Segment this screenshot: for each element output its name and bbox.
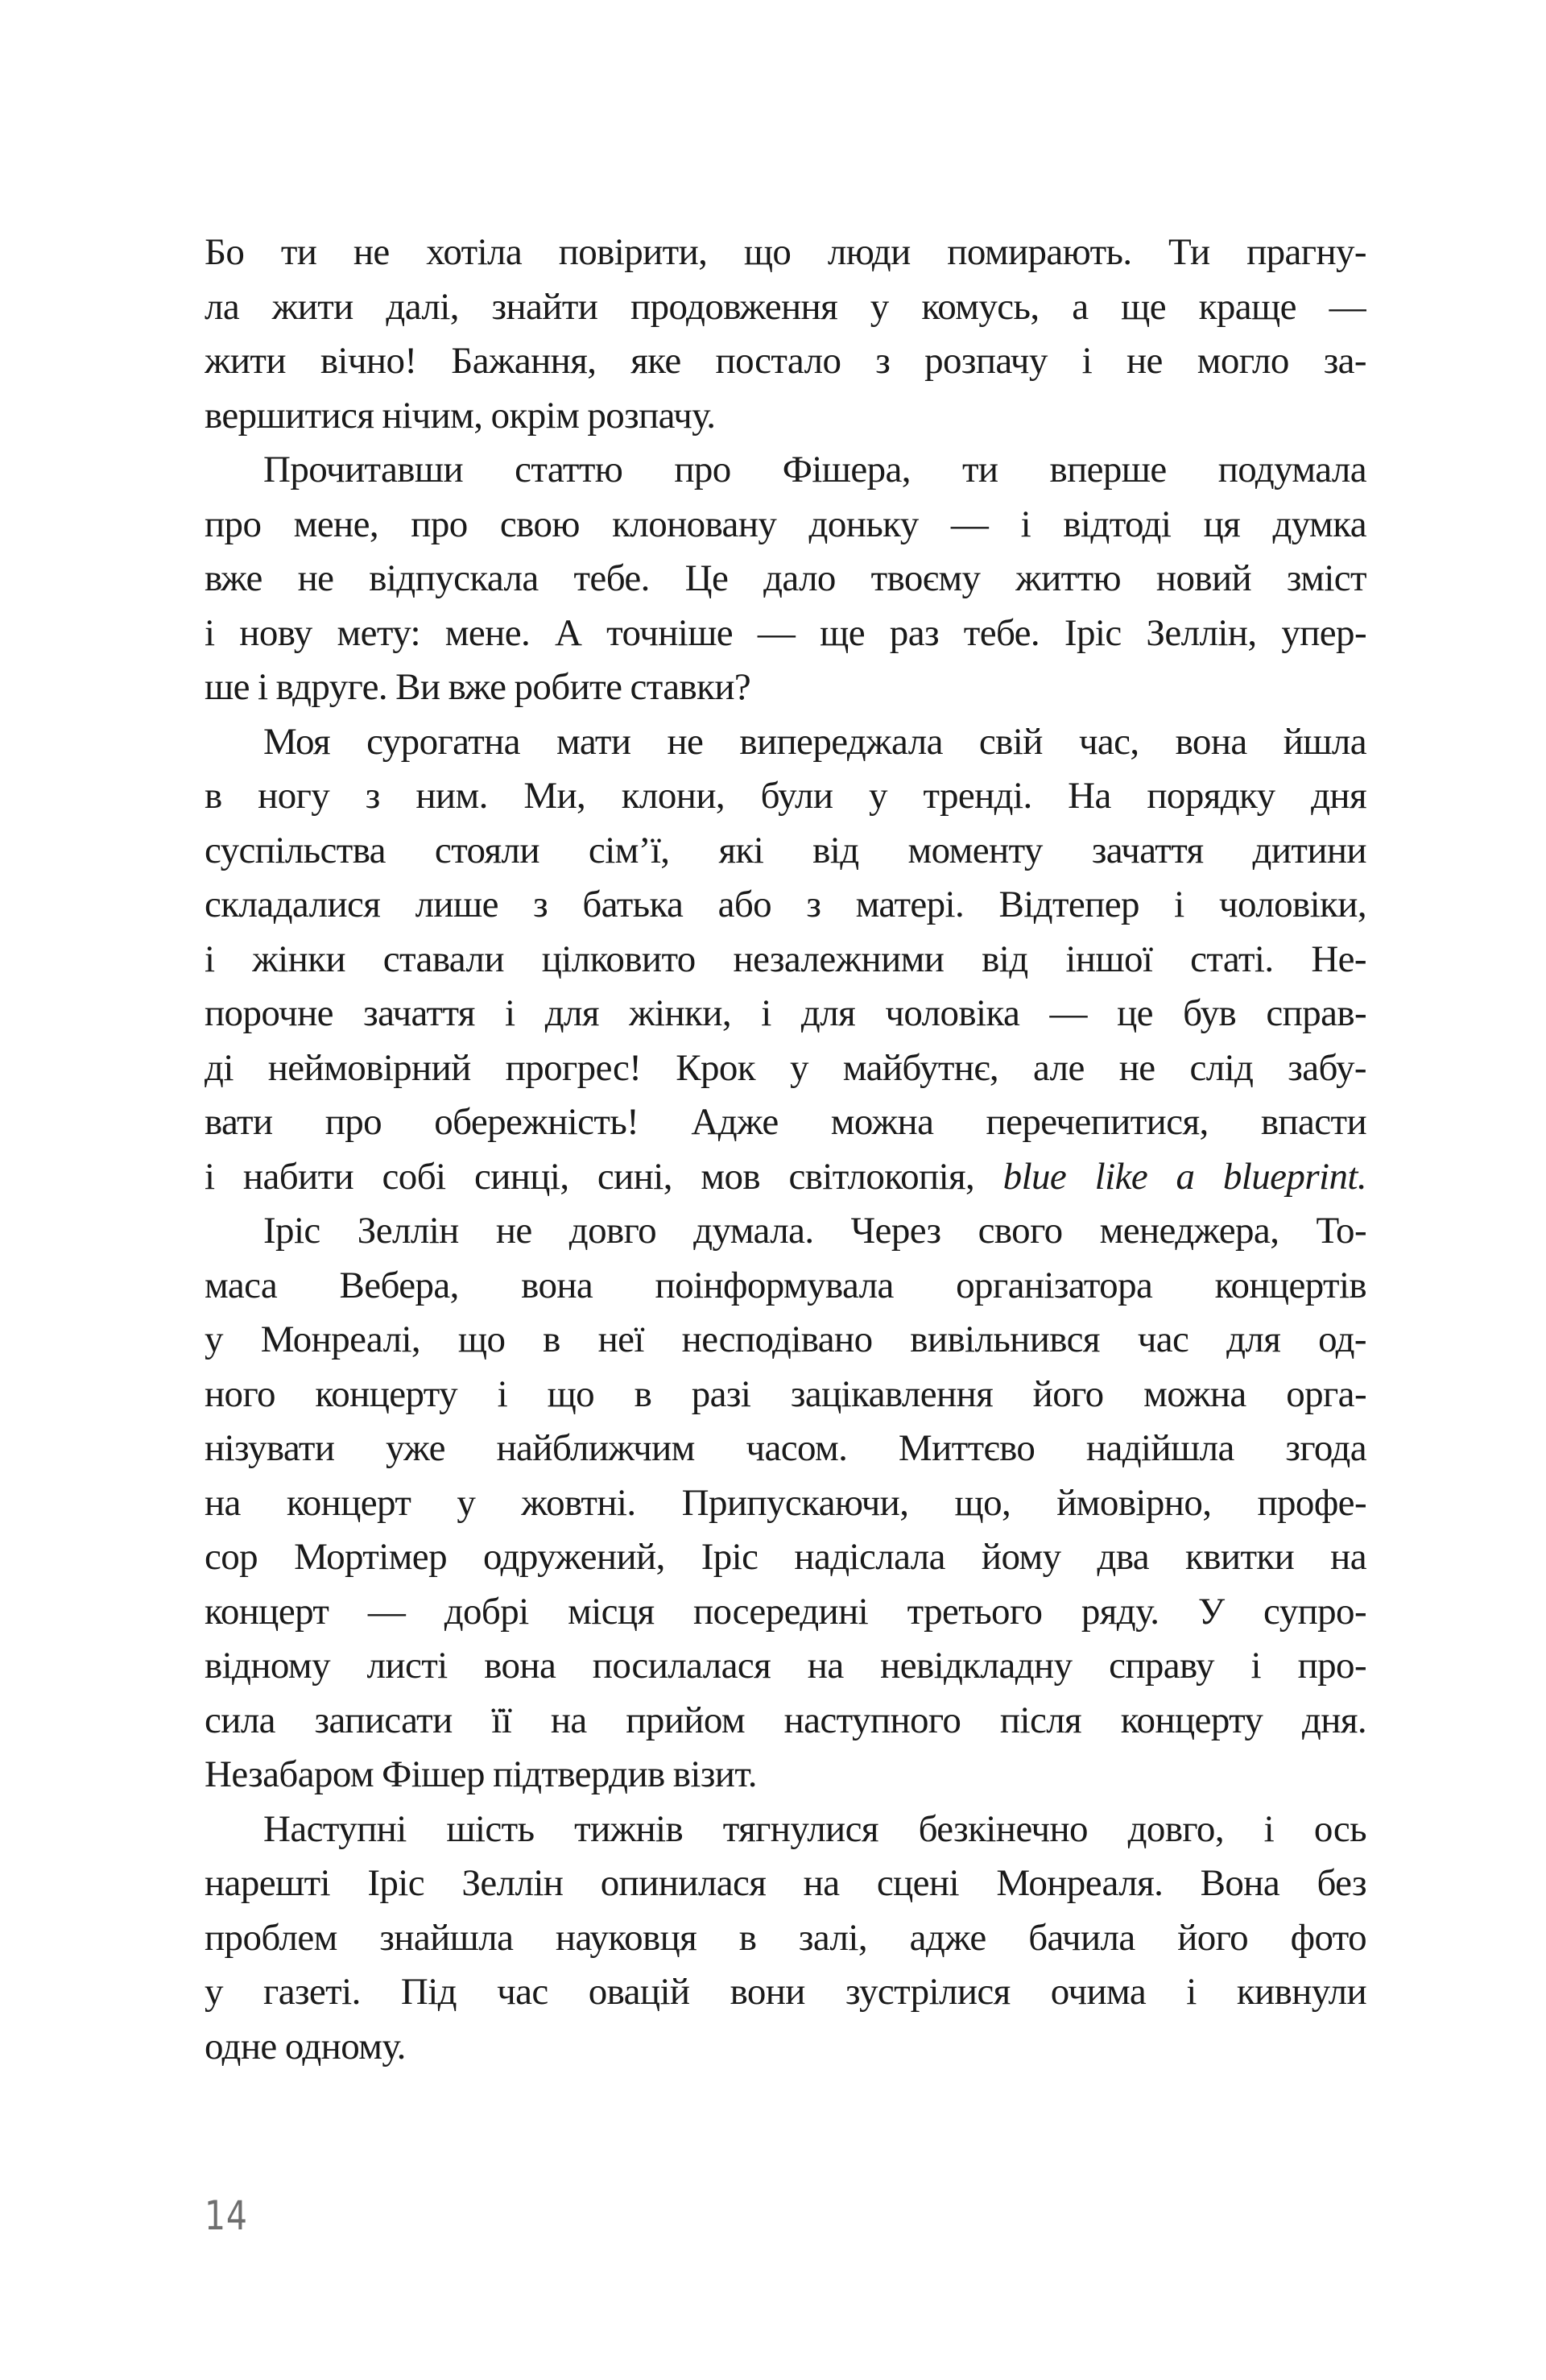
text-line: порочне зачаття і для жінки, і для чоловіка — це був справ- [205,992,1366,1034]
text-line: маса Вебера, вона поінформувала організатора концертів [205,1264,1366,1306]
text-line: вати про обережність! Адже можна перечепитися, впасти [205,1101,1366,1143]
text-line: у газеті. Під час овацій вони зустрілися очима і кивнули [205,1971,1366,2013]
text-line: ла жити далі, знайти продовження у комусь, а ще краще — [205,285,1366,328]
text-segment: і набити собі синці, сині, мов світлокопія, [205,1155,1003,1198]
italic-english-phrase: blue like a blueprint. [1002,1155,1366,1198]
text-line: проблем знайшла науковця в залі, адже бачила його фото [205,1916,1366,1959]
text-line: жити вічно! Бажання, яке постало з розпачу і не могло за- [205,340,1366,382]
text-line: ше і вдруге. Ви вже робите ставки? [205,666,751,708]
text-line: Іріс Зеллін не довго думала. Через свого менеджера, То- [263,1210,1366,1252]
paragraph [205,1803,1366,2075]
paragraph [205,1204,1366,1803]
paragraph [205,226,1366,443]
text-line: відному листі вона посилалася на невідкладну справу і про- [205,1645,1366,1687]
text-line: складалися лише з батька або з матері. Відтепер і чоловіки, [205,884,1366,925]
text-line [205,1150,1366,1205]
text-line: нарешті Іріс Зеллін опинилася на сцені Монреаля. Вона без [205,1862,1366,1904]
text-line: ді неймовірний прогрес! Крок у майбутнє, але не слід забу- [205,1046,1366,1089]
text-line: вершитися нічим, окрім розпачу. [205,394,716,437]
text-line: нізувати уже найближчим часом. Миттєво надійшла згода [205,1427,1366,1469]
text-line: і жінки ставали цілковито незалежними від іншої статі. Не- [205,938,1366,980]
paragraph [205,443,1366,715]
text-line: сила записати її на прийом наступного після концерту дня. [205,1699,1366,1741]
text-line: Бо ти не хотіла повірити, що люди помирають. Ти прагну- [205,231,1366,273]
text-line: на концерт у жовтні. Припускаючи, що, ймовірно, профе- [205,1481,1366,1524]
text-line: у Монреалі, що в неї несподівано вивільнився час для од- [205,1318,1366,1360]
text-line: одне одному. [205,2025,406,2067]
text-line: ного концерту і що в разі зацікавлення його можна орга- [205,1372,1366,1415]
body-text [205,226,1366,2074]
text-line: вже не відпускала тебе. Це дало твоєму життю новий зміст [205,557,1366,599]
text-line: і нову мету: мене. А точніше — ще раз тебе. Іріс Зеллін, упер- [205,611,1366,654]
page-number: 14 [205,2192,248,2239]
text-line: Прочитавши статтю про Фішера, ти вперше подумала [263,449,1366,490]
paragraph [205,715,1366,1205]
text-line: Наступні шість тижнів тягнулися безкінечно довго, і ось [263,1807,1366,1850]
text-line: Незабаром Фішер підтвердив візит. [205,1753,757,1795]
text-line: Моя сурогатна мати не випереджала свій час, вона йшла [263,720,1366,763]
text-line: сор Мортімер одружений, Іріс надіслала йому два квитки на [205,1536,1366,1578]
text-line: про мене, про свою клоновану доньку — і відтоді ця думка [205,503,1366,545]
text-line: в ногу з ним. Ми, клони, були у тренді. На порядку дня [205,775,1366,817]
text-line: суспільства стояли сім’ї, які від моменту зачаття дитини [205,829,1366,871]
text-line: концерт — добрі місця посередині третього ряду. У супро- [205,1590,1366,1633]
